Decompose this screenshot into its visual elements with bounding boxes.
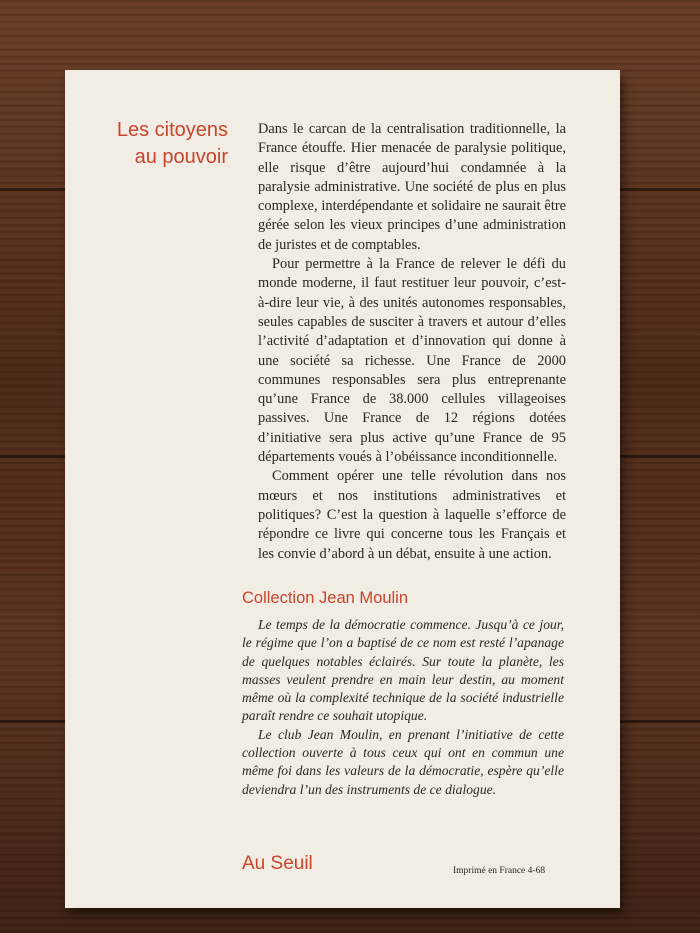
manifesto-paragraph: Le club Jean Moulin, en prenant l’initiative de cette collection ouverte à tous ceux qui ont en commun une même foi dans les valeurs de la démocratie, espère qu’elle deviendra l’un des instruments de ce dialogue.: [242, 726, 564, 797]
blurb-paragraph: Dans le carcan de la centralisation traditionnelle, la France étouffe. Hier menacée de paralysie politique, elle risque d’être aujourd’hui condamnée à la paralysie administrative. Une société de plus en plus complexe, interdépendante et solidaire ne saurait être gérée selon les vieux principes d’une administration de juristes et de comptables.: [258, 121, 566, 253]
book-title: [88, 117, 228, 171]
collection-title: Collection Jean Moulin: [242, 589, 409, 607]
publisher-name: Au Seuil: [242, 853, 313, 874]
book-title-line: au pouvoir: [134, 146, 228, 168]
collection-manifesto: [242, 616, 564, 799]
manifesto-paragraph: Le temps de la démocratie commence. Jusqu’à ce jour, le régime que l’on a baptisé de ce nom est resté l’apanage de quelques notables éclairés. Sur toute la planète, les masses veulent prendre en main leur destin, au moment même où la complexité technique de la société industrielle paraît rendre ce souhait utopique.: [242, 617, 564, 724]
blurb-paragraph: Pour permettre à la France de relever le défi du monde moderne, il faut restituer leur pouvoir, c’est-à-dire leur vie, à des unités autonomes responsables, seules capables de susciter à travers et autour d’elles l’activité d’adaptation et d’innovation qui donne à une société sa richesse. Une France de 2000 communes responsables sera plus entreprenante qu’une France de 38.000 cellules villageoises passives. Une France de 12 régions dotées d’initiative sera plus active qu’une France de 95 départements voués à l’obéissance inconditionnelle.: [258, 256, 566, 466]
blurb-paragraph: Comment opérer une telle révolution dans nos mœurs et nos institutions administratives et politiques? C’est la question à laquelle s’efforce de répondre ce livre qui concerne tous les Français et les convie d’abord à un débat, ensuite à une action.: [258, 468, 566, 562]
imprint-line: Imprimé en France 4-68: [453, 866, 546, 876]
book-title-line: Les citoyens: [116, 119, 228, 141]
blurb-text: [258, 120, 566, 564]
